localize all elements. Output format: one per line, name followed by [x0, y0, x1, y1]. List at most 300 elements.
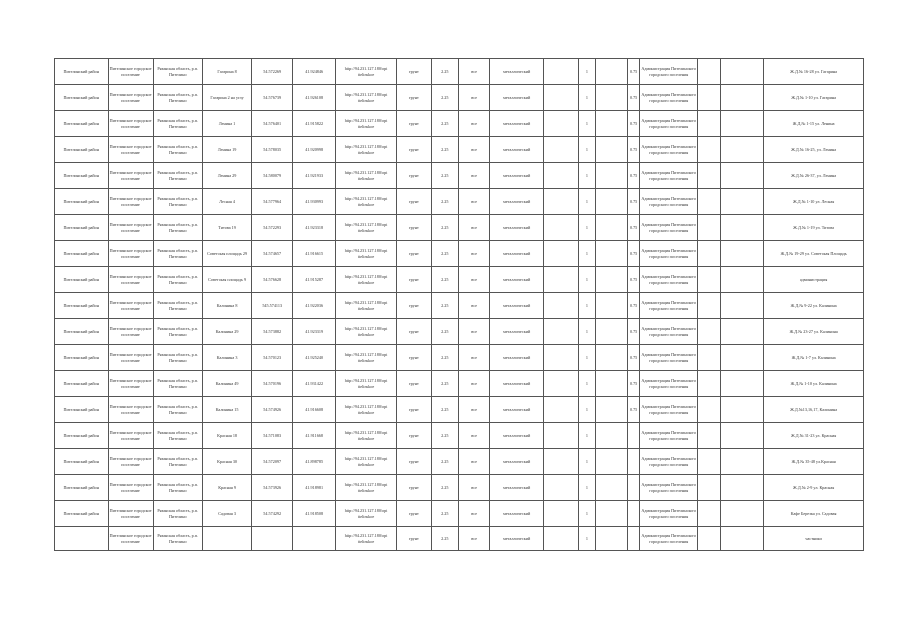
cell-material: металлический [490, 319, 544, 345]
cell-material: металлический [490, 397, 544, 423]
cell-volume [627, 527, 640, 551]
cell-settlement: Пителинское городское поселение [108, 111, 153, 137]
cell-material: металлический [490, 501, 544, 527]
cell-served: Ж.Д.№ 1-10 ул. Лесная [764, 189, 864, 215]
cell-empty [721, 163, 764, 189]
cell-empty [698, 85, 721, 111]
cell-district: Пителинский район [55, 215, 109, 241]
table-body [55, 59, 864, 551]
cell-url: http://94.231.127.180/opi ttelinskoe [336, 475, 397, 501]
cell-district: Пителинский район [55, 137, 109, 163]
cell-count: 1 [578, 319, 596, 345]
cell-served: Ж.Д.№ 19-29 ул. Советская Площадь [764, 241, 864, 267]
cell-type: все [458, 501, 489, 527]
cell-volume: 0.75 [627, 319, 640, 345]
cell-empty [721, 449, 764, 475]
cell-lat: 54.578035 [252, 137, 293, 163]
cell-url: http://94.231.127.180/opi ttelinskoe [336, 137, 397, 163]
cell-url: http://94.231.127.180/opi ttelinskoe [336, 189, 397, 215]
cell-count: 1 [578, 501, 596, 527]
cell-url: http://94.231.127.180/opi ttelinskoe [336, 423, 397, 449]
cell-empty [698, 267, 721, 293]
cell-empty [596, 397, 627, 423]
cell-owner: Администрация Пителинского городского поселения [640, 111, 698, 137]
cell-region: Рязанская область, р.п. Пителино [153, 215, 202, 241]
cell-district: Пителинский район [55, 293, 109, 319]
cell-district [55, 527, 109, 551]
cell-lat: 54.576628 [252, 267, 293, 293]
table-row [55, 501, 864, 527]
cell-type: все [458, 371, 489, 397]
cell-type: все [458, 397, 489, 423]
cell-count: 1 [578, 215, 596, 241]
cell-empty [596, 189, 627, 215]
cell-region: Рязанская область, р.п. Пителино [153, 501, 202, 527]
table-row [55, 215, 864, 241]
cell-street: Красная 18 [202, 423, 251, 449]
cell-empty [596, 371, 627, 397]
cell-owner: Администрация Пителинского городского поселения [640, 345, 698, 371]
cell-street: Лесная 4 [202, 189, 251, 215]
cell-surface: грунт [397, 319, 432, 345]
cell-lon: 41.898785 [293, 449, 336, 475]
cell-district: Пителинский район [55, 163, 109, 189]
cell-served: Ж.Д.№ 23-27 ул. Калинина [764, 319, 864, 345]
cell-count: 1 [578, 163, 596, 189]
cell-material: металлический [490, 163, 544, 189]
cell-lon: 41.930993 [293, 189, 336, 215]
cell-owner: Администрация Пителинского городского поселения [640, 137, 698, 163]
cell-street: Гагарина 8 [202, 59, 251, 85]
table-row [55, 527, 864, 551]
cell-district: Пителинский район [55, 423, 109, 449]
cell-empty [596, 111, 627, 137]
cell-area: 2.25 [431, 241, 458, 267]
cell-empty [721, 293, 764, 319]
cell-street: Красная 30 [202, 449, 251, 475]
cell-empty [596, 319, 627, 345]
cell-empty [596, 423, 627, 449]
table-row [55, 475, 864, 501]
cell-owner: Администрация Пителинского городского поселения [640, 397, 698, 423]
cell-area: 2.25 [431, 449, 458, 475]
cell-settlement: Пителинское городское поселение [108, 475, 153, 501]
cell-served: частники [764, 527, 864, 551]
cell-empty [721, 475, 764, 501]
cell-settlement: Пителинское городское поселение [108, 137, 153, 163]
cell-served: Ж.Д.№ 2-9 ул. Красная [764, 475, 864, 501]
cell-settlement: Пителинское городское поселение [108, 423, 153, 449]
cell-volume: 0.75 [627, 345, 640, 371]
cell-settlement: Пителинское городское поселение [108, 267, 153, 293]
cell-owner: Администрация Пителинского городского поселения [640, 501, 698, 527]
cell-settlement: Пителинское городское поселение [108, 501, 153, 527]
cell-region: Рязанская область, р.п. Пителино [153, 475, 202, 501]
cell-volume [627, 423, 640, 449]
table-row [55, 111, 864, 137]
cell-url: http://94.231.127.180/opi ttelinskoe [336, 345, 397, 371]
cell-url: http://94.231.127.180/opi ttelinskoe [336, 59, 397, 85]
cell-served: Ж.Д.№ 31-23 ул. Красная [764, 423, 864, 449]
cell-lon [293, 527, 336, 551]
cell-area: 2.25 [431, 215, 458, 241]
cell-count: 1 [578, 85, 596, 111]
table-row [55, 59, 864, 85]
cell-volume: 0.75 [627, 59, 640, 85]
cell-empty [543, 527, 578, 551]
cell-settlement: Пителинское городское поселение [108, 527, 153, 551]
table-row [55, 371, 864, 397]
cell-area: 2.25 [431, 189, 458, 215]
cell-count: 1 [578, 137, 596, 163]
cell-region: Рязанская область, р.п. Пителино [153, 423, 202, 449]
cell-empty [543, 371, 578, 397]
cell-street: Советская площадь 29 [202, 241, 251, 267]
cell-owner: Администрация Пителинского городского поселения [640, 163, 698, 189]
cell-area: 2.25 [431, 59, 458, 85]
cell-empty [721, 397, 764, 423]
cell-count: 1 [578, 59, 596, 85]
cell-count: 1 [578, 475, 596, 501]
cell-volume: 0.75 [627, 371, 640, 397]
cell-empty [543, 423, 578, 449]
table-row [55, 189, 864, 215]
cell-settlement: Пителинское городское поселение [108, 215, 153, 241]
cell-lat: 54.574657 [252, 241, 293, 267]
cell-region: Рязанская область, р.п. Пителино [153, 163, 202, 189]
cell-empty [543, 111, 578, 137]
cell-surface: грунт [397, 293, 432, 319]
cell-lon: 41.923318 [293, 215, 336, 241]
cell-served: администрация [764, 267, 864, 293]
cell-empty [596, 501, 627, 527]
cell-settlement: Пителинское городское поселение [108, 319, 153, 345]
cell-empty [596, 241, 627, 267]
cell-empty [721, 59, 764, 85]
cell-street: Ленина 29 [202, 163, 251, 189]
cell-empty [698, 423, 721, 449]
cell-material: металлический [490, 293, 544, 319]
cell-surface: грунт [397, 475, 432, 501]
cell-settlement: Пителинское городское поселение [108, 345, 153, 371]
cell-settlement: Пителинское городское поселение [108, 59, 153, 85]
cell-empty [698, 137, 721, 163]
cell-area: 2.25 [431, 527, 458, 551]
cell-empty [543, 475, 578, 501]
cell-empty [543, 319, 578, 345]
cell-region: Рязанская область, р.п. Пителино [153, 137, 202, 163]
cell-empty [698, 371, 721, 397]
cell-empty [596, 475, 627, 501]
cell-type: все [458, 423, 489, 449]
cell-lat: 54.580079 [252, 163, 293, 189]
cell-surface: грунт [397, 137, 432, 163]
cell-lat [252, 527, 293, 551]
cell-district: Пителинский район [55, 267, 109, 293]
cell-empty [721, 345, 764, 371]
cell-type: все [458, 241, 489, 267]
cell-empty [698, 475, 721, 501]
cell-material: металлический [490, 527, 544, 551]
spreadsheet-page [54, 58, 864, 551]
cell-street: Садовая 3 [202, 501, 251, 527]
cell-lon: 41.915287 [293, 267, 336, 293]
cell-district: Пителинский район [55, 475, 109, 501]
cell-district: Пителинский район [55, 241, 109, 267]
cell-count: 1 [578, 267, 596, 293]
cell-empty [698, 215, 721, 241]
cell-settlement: Пителинское городское поселение [108, 397, 153, 423]
table-row [55, 319, 864, 345]
cell-volume: 0.75 [627, 241, 640, 267]
cell-empty [543, 501, 578, 527]
cell-served: Ж.Д.№13,16,17, Калинина [764, 397, 864, 423]
cell-area: 2.25 [431, 345, 458, 371]
cell-lon: 41.916608 [293, 397, 336, 423]
cell-lat: 54.572293 [252, 215, 293, 241]
cell-count: 1 [578, 397, 596, 423]
cell-region: Рязанская область, р.п. Пителино [153, 241, 202, 267]
table-row [55, 345, 864, 371]
cell-url: http://94.231.127.180/opi ttelinskoe [336, 449, 397, 475]
cell-type: все [458, 59, 489, 85]
cell-empty [721, 319, 764, 345]
cell-lat: 54.576401 [252, 111, 293, 137]
cell-url: http://94.231.127.180/opi ttelinskoe [336, 215, 397, 241]
cell-street: Калинина 29 [202, 319, 251, 345]
cell-served: Кафе Березка ул. Садовая [764, 501, 864, 527]
cell-lat: 54.576739 [252, 85, 293, 111]
cell-served: Ж.Д.№ 16-28 ул. Гагарина [764, 59, 864, 85]
cell-count: 1 [578, 449, 596, 475]
cell-surface: грунт [397, 189, 432, 215]
cell-empty [543, 241, 578, 267]
cell-area: 2.25 [431, 319, 458, 345]
table-row [55, 241, 864, 267]
cell-empty [698, 527, 721, 551]
cell-empty [596, 215, 627, 241]
cell-street: Калинина 15 [202, 397, 251, 423]
cell-count: 1 [578, 371, 596, 397]
cell-surface: грунт [397, 215, 432, 241]
cell-empty [721, 137, 764, 163]
cell-url: http://94.231.127.180/opi ttelinskoe [336, 397, 397, 423]
cell-region: Рязанская область, р.п. Пителино [153, 59, 202, 85]
cell-surface: грунт [397, 423, 432, 449]
cell-lat: 54.574926 [252, 397, 293, 423]
cell-lat: 54.573926 [252, 475, 293, 501]
cell-volume [627, 501, 640, 527]
cell-district: Пителинский район [55, 345, 109, 371]
cell-region: Рязанская область, р.п. Пителино [153, 189, 202, 215]
cell-owner: Администрация Пителинского городского поселения [640, 215, 698, 241]
cell-lat: 54.571083 [252, 423, 293, 449]
cell-lon: 41.921933 [293, 163, 336, 189]
cell-empty [543, 293, 578, 319]
cell-lon: 41.925240 [293, 345, 336, 371]
cell-empty [543, 59, 578, 85]
cell-surface: грунт [397, 163, 432, 189]
cell-region: Рязанская область, р.п. Пителино [153, 397, 202, 423]
cell-volume [627, 449, 640, 475]
table-row [55, 85, 864, 111]
cell-empty [721, 241, 764, 267]
cell-surface: грунт [397, 111, 432, 137]
cell-count: 1 [578, 345, 596, 371]
cell-served: Ж.Д.№ 1-7 ул. Калинина [764, 345, 864, 371]
cell-area: 2.25 [431, 85, 458, 111]
cell-empty [596, 59, 627, 85]
cell-served: Ж.Д.№ 1-10 ул. Калинина [764, 371, 864, 397]
cell-type: все [458, 189, 489, 215]
cell-type: все [458, 293, 489, 319]
cell-type: все [458, 319, 489, 345]
cell-lat: 54.572097 [252, 449, 293, 475]
cell-url: http://94.231.127.180/opi ttelinskoe [336, 267, 397, 293]
cell-type: все [458, 449, 489, 475]
waste-sites-table [54, 58, 864, 551]
cell-owner: Администрация Пителинского городского поселения [640, 85, 698, 111]
cell-count: 1 [578, 527, 596, 551]
cell-lat: 54.577964 [252, 189, 293, 215]
table-row [55, 449, 864, 475]
cell-empty [543, 189, 578, 215]
cell-empty [721, 371, 764, 397]
cell-area: 2.25 [431, 475, 458, 501]
cell-region: Рязанская область, р.п. Пителино [153, 85, 202, 111]
cell-region: Рязанская область, р.п. Пителино [153, 527, 202, 551]
cell-count: 1 [578, 423, 596, 449]
cell-served: Ж.Д.№ 26-37, ул. Ленина [764, 163, 864, 189]
cell-served: Ж.Д.№ 16-25, ул. Ленина [764, 137, 864, 163]
cell-type: все [458, 475, 489, 501]
cell-empty [543, 267, 578, 293]
cell-area: 2.25 [431, 423, 458, 449]
cell-empty [698, 345, 721, 371]
table-row [55, 163, 864, 189]
cell-lon: 41.922036 [293, 293, 336, 319]
cell-lon: 41.926108 [293, 85, 336, 111]
table-row [55, 137, 864, 163]
cell-empty [543, 397, 578, 423]
cell-type: все [458, 163, 489, 189]
cell-material: металлический [490, 189, 544, 215]
cell-owner: Администрация Пителинского городского поселения [640, 449, 698, 475]
cell-lon: 41.923319 [293, 319, 336, 345]
cell-district: Пителинский район [55, 189, 109, 215]
cell-empty [698, 111, 721, 137]
cell-settlement: Пителинское городское поселение [108, 85, 153, 111]
cell-district: Пителинский район [55, 371, 109, 397]
cell-volume [627, 475, 640, 501]
cell-volume: 0.75 [627, 189, 640, 215]
cell-empty [596, 267, 627, 293]
cell-region: Рязанская область, р.п. Пителино [153, 293, 202, 319]
cell-settlement: Пителинское городское поселение [108, 241, 153, 267]
cell-empty [596, 449, 627, 475]
cell-empty [698, 241, 721, 267]
cell-surface: грунт [397, 527, 432, 551]
cell-area: 2.25 [431, 501, 458, 527]
cell-empty [596, 163, 627, 189]
cell-volume: 0.75 [627, 85, 640, 111]
cell-count: 1 [578, 293, 596, 319]
cell-material: металлический [490, 449, 544, 475]
cell-served: Ж.Д.№ 1-10 ул. Гагарина [764, 85, 864, 111]
cell-volume: 0.75 [627, 293, 640, 319]
cell-url: http://94.231.127.180/opi ttelinskoe [336, 241, 397, 267]
cell-count: 1 [578, 241, 596, 267]
cell-surface: грунт [397, 267, 432, 293]
cell-volume: 0.75 [627, 163, 640, 189]
cell-url: http://94.231.127.180/opi ttelinskoe [336, 527, 397, 551]
cell-empty [721, 85, 764, 111]
cell-empty [543, 345, 578, 371]
cell-settlement: Пителинское городское поселение [108, 449, 153, 475]
cell-type: все [458, 345, 489, 371]
cell-material: металлический [490, 345, 544, 371]
cell-volume: 0.75 [627, 397, 640, 423]
cell-district: Пителинский район [55, 59, 109, 85]
cell-served: Ж.Д.№ 35-48 ул.Красная [764, 449, 864, 475]
cell-material: металлический [490, 111, 544, 137]
cell-material: металлический [490, 371, 544, 397]
cell-region: Рязанская область, р.п. Пителино [153, 267, 202, 293]
cell-url: http://94.231.127.180/opi ttelinskoe [336, 293, 397, 319]
cell-street: Калинина 3 [202, 345, 251, 371]
cell-owner: Администрация Пителинского городского поселения [640, 319, 698, 345]
cell-street: Титова 19 [202, 215, 251, 241]
cell-url: http://94.231.127.180/opi ttelinskoe [336, 85, 397, 111]
cell-empty [543, 449, 578, 475]
cell-surface: грунт [397, 371, 432, 397]
cell-volume: 0.75 [627, 137, 640, 163]
cell-surface: грунт [397, 449, 432, 475]
cell-empty [698, 501, 721, 527]
cell-district: Пителинский район [55, 449, 109, 475]
cell-region: Рязанская область, р.п. Пителино [153, 111, 202, 137]
cell-surface: грунт [397, 345, 432, 371]
cell-region: Рязанская область, р.п. Пителино [153, 319, 202, 345]
cell-region: Рязанская область, р.п. Пителино [153, 345, 202, 371]
table-row [55, 293, 864, 319]
cell-lat: 54.570196 [252, 371, 293, 397]
cell-district: Пителинский район [55, 111, 109, 137]
cell-empty [596, 345, 627, 371]
cell-street [202, 527, 251, 551]
cell-lon: 41.931422 [293, 371, 336, 397]
cell-material: металлический [490, 137, 544, 163]
cell-type: все [458, 267, 489, 293]
cell-lat: 545.574113 [252, 293, 293, 319]
cell-lat: 54.570123 [252, 345, 293, 371]
cell-street: Красная 9 [202, 475, 251, 501]
cell-district: Пителинский район [55, 501, 109, 527]
cell-area: 2.25 [431, 111, 458, 137]
cell-url: http://94.231.127.180/opi ttelinskoe [336, 111, 397, 137]
cell-empty [698, 449, 721, 475]
cell-surface: грунт [397, 85, 432, 111]
cell-owner: Администрация Пителинского городского поселения [640, 475, 698, 501]
cell-type: все [458, 527, 489, 551]
cell-material: металлический [490, 423, 544, 449]
cell-street: Калинина 49 [202, 371, 251, 397]
cell-empty [721, 215, 764, 241]
cell-lon: 41.918508 [293, 501, 336, 527]
cell-surface: грунт [397, 397, 432, 423]
cell-area: 2.25 [431, 267, 458, 293]
cell-lon: 41.920998 [293, 137, 336, 163]
